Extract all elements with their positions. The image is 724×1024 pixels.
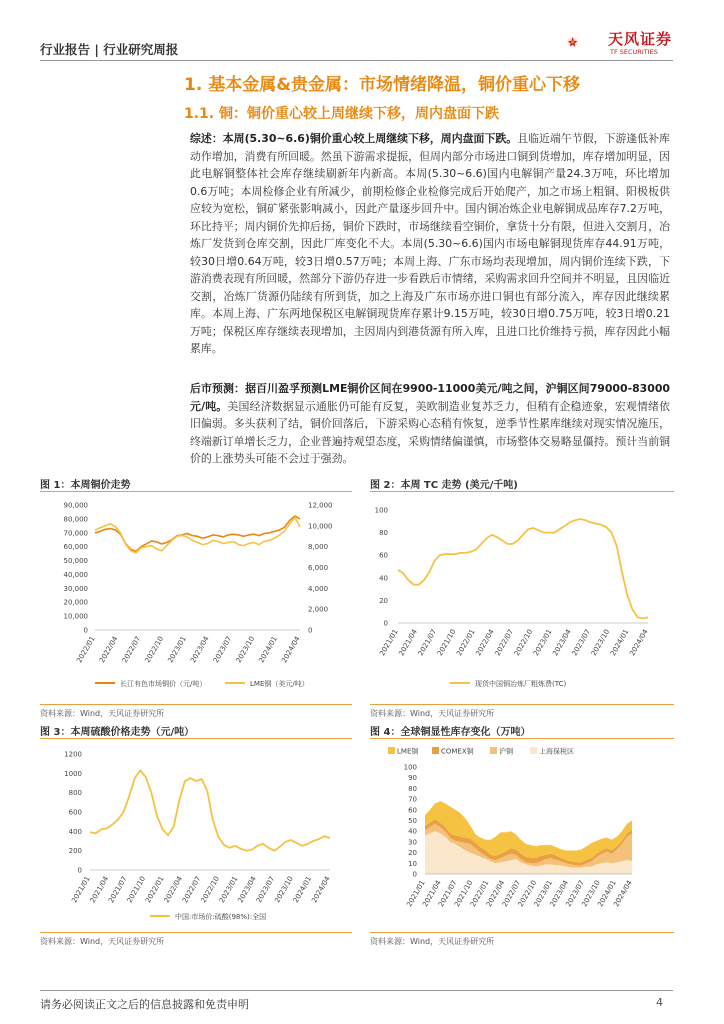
fig3-title-rule xyxy=(40,738,352,739)
fig1-x-tick: 2022/10 xyxy=(143,635,166,665)
fig1-series-line xyxy=(95,518,300,553)
fig4-legend-swatch xyxy=(490,747,497,754)
fig3-chart xyxy=(40,742,355,927)
fig4-legend-label: COMEX铜 xyxy=(441,747,474,756)
fig4-legend-label: LME铜 xyxy=(397,747,419,756)
fig3-x-tick: 2021/04 xyxy=(88,875,111,905)
summary-lead: 综述：本周(5.30~6.6)铜价重心较上周继续下移，周内盘面下跌。 xyxy=(190,132,518,145)
fig3-legend-label: 中国:市场价:硫酸(98%):全国 xyxy=(175,913,267,921)
fig1-x-tick: 2023/10 xyxy=(234,635,257,665)
fig2-legend-label: 现货中国铜冶炼厂粗炼费(TC) xyxy=(475,680,567,688)
fig4-bottom-rule xyxy=(370,932,674,933)
fig1-y-right-tick: 4,000 xyxy=(308,584,329,593)
fig3-y-tick: 1000 xyxy=(64,769,82,778)
fig3-series-line xyxy=(90,770,330,850)
forecast-paragraph xyxy=(190,380,670,468)
fig2-x-tick: 2022/04 xyxy=(474,628,496,658)
fig2-x-tick: 2021/01 xyxy=(378,628,400,658)
logo-en: TF SECURITIES xyxy=(610,48,658,56)
fig3-x-tick: 2021/07 xyxy=(107,875,129,905)
summary-body: 且临近端午节假，下游逢低补库动作增加，消费有所回暖。然虽下游需求提振，但周内部分市场进口铜到货增加，库存增加明显，因此电解铜整体社会库存继续刷新年内新高。本周(5.30~6.6)国内电解铜产量24.3万吨，环比增加0.6万吨；本周检修企业有所减少，前期检修企业检修完成后开始爬产，加之市场上粗铜、阳极板供应较为宽松，铜矿紧张影响减小，因此产量逐步回升中。国内铜冶炼企业电解铜成品库存7.2万吨，环比持平；周内铜价先抑后扬，铜价下跌时，市场继续看空铜价，拿货十分有限，但进入交割月，冶炼厂发货到仓库交割，因此厂库变化不大。本周(5.30~6.6)国内市场电解铜现货库存44.91万吨，较30日增0.64万吨，较3日增0.57万吨；本周上海、广东市场均表现增加，周内铜价连续下跌，下游消费表现有所回暖，然部分下游仍存进一步看跌后市情绪，采购需求回升空间并不明显，且因临近交割，冶炼厂货源仍陆续有所到货，加之上海及广东市场亦进口铜也有部分流入，库存因此继续累库。本周上海、广东两地保税区电解铜现货库存累计9.15万吨，较30日增0.75万吨，较3日增0.21万吨；保税区库存继续表现增加，主因周内到港货源有所入库，且进口比价维持亏损，库存因此小幅累库。 xyxy=(190,132,670,355)
fig4-title: 图 4：全球铜显性库存变化（万吨） xyxy=(370,727,531,738)
fig1-y-right-tick: 6,000 xyxy=(308,564,329,572)
header-report-type: 行业报告 | 行业研究周报 xyxy=(40,42,179,57)
fig1-y-left-tick: 30,000 xyxy=(63,584,88,593)
forecast-lead: 后市预测：据百川盈孚预测LME铜价区间在9900-11000美元/吨之间，沪铜区间79000-83000元/吨。 xyxy=(190,382,670,413)
fig1-y-left-tick: 90,000 xyxy=(63,501,88,510)
fig1-y-right-tick: 8,000 xyxy=(308,543,329,552)
fig1-title-rule xyxy=(40,491,352,492)
fig4-x-tick: 2022/07 xyxy=(500,879,523,909)
fig4-y-tick: 40 xyxy=(408,827,417,836)
fig4-y-tick: 10 xyxy=(408,859,417,868)
fig1-y-left-tick: 70,000 xyxy=(63,529,88,538)
fig4-x-tick: 2021/04 xyxy=(421,879,443,909)
header-divider xyxy=(40,60,673,61)
fig1-y-left-tick: 80,000 xyxy=(63,515,88,524)
fig2-series-line xyxy=(398,519,648,619)
fig3-x-tick: 2022/10 xyxy=(199,875,221,905)
fig2-x-tick: 2023/10 xyxy=(589,628,612,658)
fig1-x-tick: 2024/01 xyxy=(257,635,279,665)
fig4-y-tick: 0 xyxy=(412,870,417,879)
fig4-x-tick: 2024/01 xyxy=(596,879,618,909)
fig3-x-tick: 2021/01 xyxy=(70,875,92,905)
fig3-y-tick: 0 xyxy=(77,866,82,875)
fig4-x-tick: 2022/10 xyxy=(516,879,539,909)
fig2-x-tick: 2023/07 xyxy=(570,628,593,658)
fig4-legend-swatch xyxy=(432,747,439,754)
fig3-y-tick: 600 xyxy=(68,808,82,817)
fig2-y-tick: 80 xyxy=(379,529,388,538)
section-heading: 1. 基本金属&贵金属：市场情绪降温，铜价重心下移 xyxy=(184,75,581,95)
fig1-legend-label: LME铜（美元/吨） xyxy=(250,680,309,688)
fig3-x-tick: 2024/01 xyxy=(291,875,314,905)
forecast-body: 美国经济数据显示通胀仍可能有反复，美欧制造业复苏乏力，但稍有企稳迹象，宏观情绪依旧偏弱。多头获利了结，铜价回落后，下游采购心态稍有恢复，逆季节性累库继续对现实情况施压，终端新订单增长乏力，企业普遍持观望态度，采购情绪偏谨慎，市场整体交易略显僵持。预计当前铜价的上涨势头可能不会过于强劲。 xyxy=(190,399,670,465)
fig3-x-tick: 2023/10 xyxy=(273,875,295,905)
fig4-x-tick: 2023/10 xyxy=(580,879,602,909)
fig4-legend-label: 沪铜 xyxy=(499,747,513,756)
fig4-y-tick: 80 xyxy=(408,784,417,793)
fig3-source: 资料来源：Wind，天风证券研究所 xyxy=(40,937,165,946)
fig2-bottom-rule xyxy=(370,704,674,705)
fig2-source: 资料来源：Wind，天风证券研究所 xyxy=(370,709,495,718)
fig4-title-rule xyxy=(370,738,674,739)
fig3-x-tick: 2021/10 xyxy=(125,875,148,905)
fig3-title: 图 3：本周硫酸价格走势（元/吨） xyxy=(40,727,195,738)
fig3-y-tick: 200 xyxy=(68,847,82,856)
fig4-source: 资料来源：Wind，天风证券研究所 xyxy=(370,937,495,946)
fig3-x-tick: 2023/01 xyxy=(217,875,240,905)
footer-disclaimer: 请务必阅读正文之后的信息披露和免责申明 xyxy=(40,998,249,1011)
fig4-y-tick: 30 xyxy=(408,838,417,847)
fig4-y-tick: 20 xyxy=(408,849,417,858)
fig4-legend-swatch xyxy=(530,747,537,754)
footer-divider xyxy=(40,990,673,991)
fig3-x-tick: 2022/07 xyxy=(181,875,203,905)
fig1-x-tick: 2022/07 xyxy=(120,635,143,665)
fig1-y-left-tick: 0 xyxy=(83,626,88,635)
fig4-y-tick: 70 xyxy=(408,795,417,804)
fig3-x-tick: 2023/04 xyxy=(236,875,258,905)
fig2-chart xyxy=(370,495,675,700)
fig2-y-tick: 0 xyxy=(383,619,388,628)
fig4-x-tick: 2021/07 xyxy=(437,879,459,909)
fig3-x-tick: 2023/07 xyxy=(254,875,277,905)
fig2-y-tick: 100 xyxy=(374,506,388,515)
fig1-x-tick: 2024/04 xyxy=(280,635,302,665)
fig2-y-tick: 60 xyxy=(379,551,388,560)
fig1-bottom-rule xyxy=(40,704,352,705)
fig1-x-tick: 2023/04 xyxy=(189,635,211,665)
fig2-x-tick: 2022/07 xyxy=(493,628,516,658)
fig1-y-right-tick: 12,000 xyxy=(308,501,333,510)
fig3-x-tick: 2022/01 xyxy=(144,875,166,905)
fig2-x-tick: 2021/04 xyxy=(397,628,419,658)
fig1-x-tick: 2022/04 xyxy=(98,635,120,665)
fig3-x-tick: 2024/04 xyxy=(310,875,332,905)
fig4-y-tick: 60 xyxy=(408,806,417,815)
fig2-y-tick: 40 xyxy=(379,574,388,583)
fig4-legend-label: 上海保税区 xyxy=(539,747,574,756)
fig4-x-tick: 2022/04 xyxy=(484,879,507,909)
fig4-y-tick: 100 xyxy=(403,763,417,772)
fig2-x-tick: 2021/10 xyxy=(435,628,458,658)
fig2-x-tick: 2022/10 xyxy=(512,628,535,658)
fig2-title-rule xyxy=(370,491,674,492)
fig4-x-tick: 2021/01 xyxy=(405,879,427,909)
fig3-y-tick: 400 xyxy=(68,827,82,836)
fig1-y-right-tick: 2,000 xyxy=(308,605,329,614)
fig4-x-tick: 2024/04 xyxy=(612,879,634,909)
fig1-y-left-tick: 10,000 xyxy=(63,612,88,621)
fig3-x-tick: 2022/04 xyxy=(162,875,185,905)
fig4-y-tick: 50 xyxy=(408,817,417,825)
logo-name: 天风证券 xyxy=(608,30,673,48)
fig2-y-tick: 20 xyxy=(379,596,388,605)
fig1-x-tick: 2023/01 xyxy=(166,635,188,665)
fig2-title: 图 2：本周 TC 走势 (美元/千吨) xyxy=(370,480,518,491)
fig2-x-tick: 2023/04 xyxy=(551,628,573,658)
fig3-y-tick: 1200 xyxy=(64,750,82,759)
fig1-y-right-tick: 0 xyxy=(308,626,313,635)
fig1-y-left-tick: 20,000 xyxy=(63,598,88,607)
fig4-x-tick: 2023/07 xyxy=(564,879,586,909)
subsection-heading: 1.1. 铜：铜价重心较上周继续下移，周内盘面下跌 xyxy=(184,106,499,122)
page-number: 4 xyxy=(656,996,663,1009)
fig2-x-tick: 2021/07 xyxy=(416,628,439,658)
fig1-title: 图 1：本周铜价走势 xyxy=(40,480,131,491)
fig4-y-tick: 90 xyxy=(408,774,417,783)
fig4-x-tick: 2023/04 xyxy=(548,879,571,909)
fig4-chart xyxy=(370,742,675,927)
fig1-x-tick: 2022/01 xyxy=(75,635,97,665)
summary-paragraph xyxy=(190,130,670,358)
fig2-x-tick: 2024/01 xyxy=(609,628,631,658)
fig1-legend-label: 长江有色市场铜价（元/吨） xyxy=(120,680,207,688)
fig1-chart xyxy=(40,495,355,700)
fig2-x-tick: 2022/01 xyxy=(455,628,477,658)
fig3-y-tick: 800 xyxy=(68,789,82,798)
fig4-x-tick: 2021/10 xyxy=(453,879,475,909)
fig1-source: 资料来源：Wind，天风证券研究所 xyxy=(40,709,165,718)
fig1-y-right-tick: 10,000 xyxy=(308,522,333,531)
fig1-y-left-tick: 60,000 xyxy=(63,543,88,552)
fig2-x-tick: 2024/04 xyxy=(628,628,650,658)
fig1-x-tick: 2023/07 xyxy=(211,635,234,665)
fig4-x-tick: 2022/01 xyxy=(468,879,491,909)
fig1-series-line xyxy=(95,516,300,551)
fig1-y-left-tick: 50,000 xyxy=(63,557,88,566)
fig4-x-tick: 2023/01 xyxy=(532,879,555,909)
fig2-x-tick: 2023/01 xyxy=(532,628,554,658)
fig1-y-left-tick: 40,000 xyxy=(63,570,88,579)
fig4-legend-swatch xyxy=(388,747,395,754)
logo-icon xyxy=(566,22,606,62)
fig3-bottom-rule xyxy=(40,932,352,933)
